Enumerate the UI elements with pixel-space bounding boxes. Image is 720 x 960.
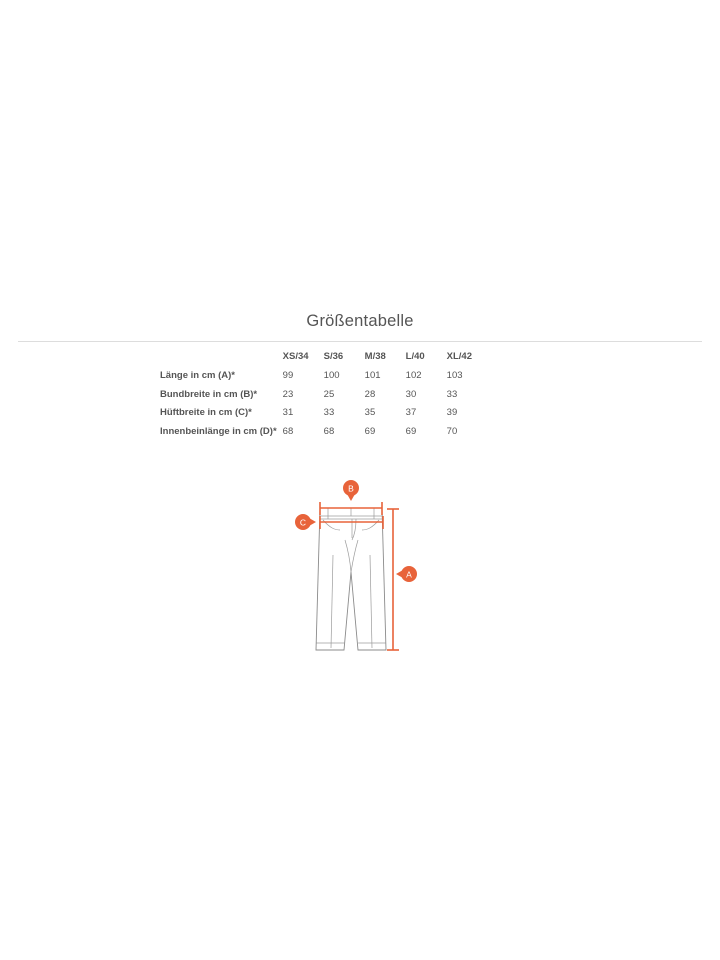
cell-laenge-xl42: 103 [446,370,463,382]
marker-a [396,566,417,582]
cell-laenge-s36: 100 [323,370,340,382]
cell-laenge-m38: 101 [364,370,381,382]
cell-laenge-xs34: 99 [282,370,294,382]
table-row [160,404,488,422]
row-label-innenbeinlaenge: Innenbeinlänge in cm (D)* [160,425,277,437]
page-title: Größentabelle [306,312,414,330]
row-label-hueftbreite: Hüftbreite in cm (C)* [160,407,252,419]
cell-bundbreite-m38: 28 [364,388,376,400]
row-label-bundbreite: Bundbreite in cm (B)* [160,388,258,400]
table-row [160,423,488,441]
table-header-row [160,348,488,367]
dimension-a-group [387,509,399,650]
marker-b-pointer [347,494,355,501]
measurement-diagram [290,460,440,660]
size-table-container [160,348,580,441]
column-header-xs34: XS/34 [282,351,309,362]
size-table-head [160,348,488,367]
marker-c [295,514,316,530]
cell-laenge-l40: 102 [405,370,422,382]
cell-innenbeinlaenge-s36: 68 [323,425,335,437]
column-header-m38: M/38 [364,351,386,362]
column-header-s36: S/36 [323,351,344,362]
cell-bundbreite-xs34: 23 [282,388,294,400]
cell-innenbeinlaenge-l40: 69 [405,425,417,437]
cell-bundbreite-s36: 25 [323,388,335,400]
trousers-diagram-svg [290,460,440,660]
marker-a-pointer [396,570,403,578]
cell-bundbreite-xl42: 33 [446,388,458,400]
cell-bundbreite-l40: 30 [405,388,417,400]
marker-b [343,480,359,501]
row-label-laenge: Länge in cm (A)* [160,370,235,382]
cell-innenbeinlaenge-xl42: 70 [446,425,458,437]
cell-hueftbreite-s36: 33 [323,407,335,419]
table-row [160,386,488,404]
cell-innenbeinlaenge-xs34: 68 [282,425,294,437]
cell-innenbeinlaenge-m38: 69 [364,425,376,437]
size-table-body [160,367,488,441]
marker-c-label: C [299,517,307,528]
cell-hueftbreite-m38: 35 [364,407,376,419]
marker-b-label: B [348,483,354,494]
cell-hueftbreite-xs34: 31 [282,407,294,419]
cell-hueftbreite-xl42: 39 [446,407,458,419]
column-header-xl42: XL/42 [446,351,473,362]
cell-hueftbreite-l40: 37 [405,407,417,419]
marker-c-pointer [309,518,316,526]
size-table [160,348,488,441]
trousers-outline-group [316,508,386,650]
trousers-body-path [316,508,386,650]
title-divider [18,341,702,342]
column-header-l40: L/40 [405,351,425,362]
column-header-measure [160,348,283,367]
table-row [160,367,488,385]
marker-a-label: A [406,569,412,580]
